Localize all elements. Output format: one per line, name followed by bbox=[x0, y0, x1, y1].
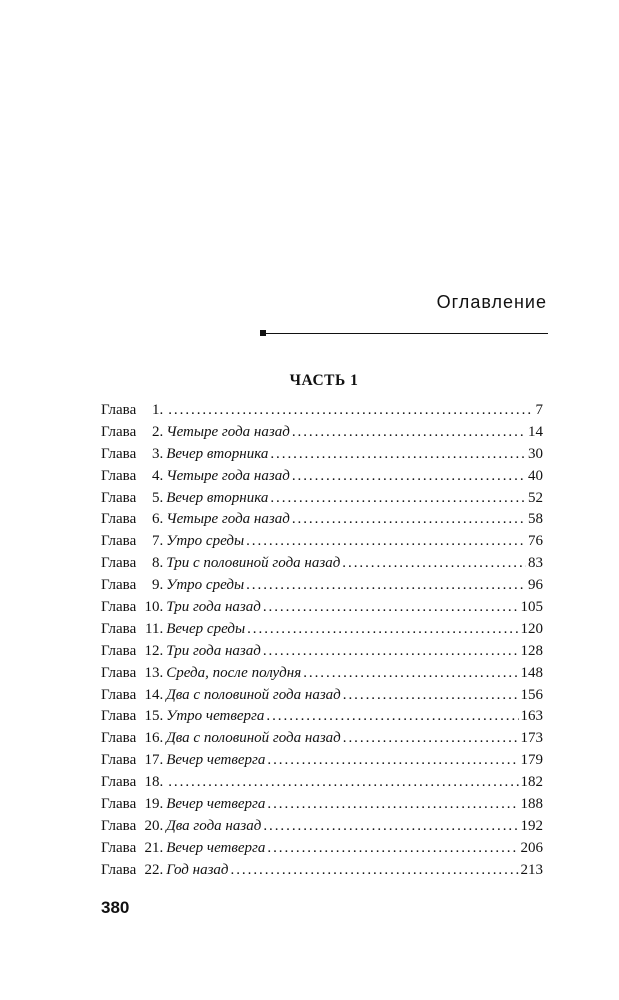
chapter-number: 14. bbox=[144, 686, 164, 703]
chapter-page-number: 188 bbox=[520, 796, 543, 813]
chapter-page-number: 120 bbox=[520, 620, 543, 637]
chapter-title: Вечер среды bbox=[166, 620, 246, 637]
chapter-number: 18. bbox=[144, 774, 164, 791]
toc-entry[interactable] bbox=[101, 816, 543, 838]
chapter-word: Глава bbox=[101, 445, 137, 462]
chapter-title: Утро среды bbox=[166, 577, 245, 594]
page-number: 380 bbox=[101, 898, 130, 917]
toc-entry[interactable] bbox=[101, 750, 543, 772]
chapter-number: 10. bbox=[144, 599, 164, 616]
dot-leader bbox=[263, 641, 519, 663]
chapter-page-number: 7 bbox=[535, 402, 543, 418]
toc-entry[interactable] bbox=[101, 728, 543, 750]
dot-leader bbox=[303, 663, 518, 685]
chapter-page-number: 182 bbox=[520, 774, 543, 791]
chapter-title: Вечер четверга bbox=[166, 839, 266, 856]
chapter-word: Глава bbox=[101, 817, 137, 834]
toc-entry[interactable] bbox=[101, 685, 543, 707]
chapter-title: Вечер четверга bbox=[166, 752, 266, 769]
toc-entry[interactable] bbox=[101, 575, 543, 597]
chapter-word: Глава bbox=[101, 467, 137, 484]
dot-leader bbox=[342, 553, 526, 575]
chapter-title: Четыре года назад bbox=[166, 511, 290, 528]
dot-leader bbox=[247, 619, 518, 641]
chapter-page-number: 96 bbox=[528, 577, 543, 594]
chapter-page-number: 40 bbox=[528, 467, 543, 484]
toc-entry[interactable] bbox=[101, 466, 543, 488]
toc-entry[interactable] bbox=[101, 400, 543, 422]
chapter-title: Три года назад bbox=[166, 599, 261, 616]
toc-entry[interactable] bbox=[101, 444, 543, 466]
chapter-page-number: 156 bbox=[520, 686, 543, 703]
chapter-number: 8. bbox=[151, 555, 164, 572]
chapter-word: Глава bbox=[101, 423, 137, 440]
chapter-word: Глава bbox=[101, 511, 137, 528]
toc-entry[interactable] bbox=[101, 553, 543, 575]
dot-leader bbox=[267, 794, 518, 816]
chapter-word: Глава bbox=[101, 599, 137, 616]
chapter-word: Глава bbox=[101, 620, 137, 637]
part-title: ЧАСТЬ 1 bbox=[289, 372, 359, 389]
chapter-title: Два года назад bbox=[166, 817, 262, 834]
chapter-word: Глава bbox=[101, 752, 137, 769]
chapter-word: Глава bbox=[101, 730, 137, 747]
toc-entry[interactable] bbox=[101, 488, 543, 510]
chapter-word: Глава bbox=[101, 774, 137, 791]
chapter-word: Глава bbox=[101, 402, 137, 418]
chapter-word: Глава bbox=[101, 555, 137, 572]
chapter-page-number: 128 bbox=[520, 642, 543, 659]
toc-entry[interactable] bbox=[101, 509, 543, 531]
chapter-number: 11. bbox=[145, 620, 164, 637]
chapter-word: Глава bbox=[101, 642, 137, 659]
dot-leader bbox=[246, 531, 526, 553]
chapter-number: 13. bbox=[144, 664, 164, 681]
chapter-word: Глава bbox=[101, 577, 137, 594]
chapter-number: 16. bbox=[144, 730, 164, 747]
chapter-number: 4. bbox=[151, 467, 164, 484]
title-rule bbox=[266, 333, 548, 334]
toc-entry[interactable] bbox=[101, 838, 543, 860]
chapter-page-number: 58 bbox=[528, 511, 543, 528]
dot-leader bbox=[168, 400, 533, 422]
dot-leader bbox=[292, 466, 526, 488]
dot-leader bbox=[263, 597, 519, 619]
chapter-word: Глава bbox=[101, 489, 137, 506]
dot-leader bbox=[343, 728, 519, 750]
chapter-title: Три с половиной года назад bbox=[166, 555, 341, 572]
chapter-number: 5. bbox=[151, 489, 164, 506]
toc-entry[interactable] bbox=[101, 794, 543, 816]
toc-entry[interactable] bbox=[101, 706, 543, 728]
chapter-number: 6. bbox=[151, 511, 164, 528]
dot-leader bbox=[231, 860, 519, 882]
chapter-page-number: 163 bbox=[520, 708, 543, 725]
toc-entry[interactable] bbox=[101, 641, 543, 663]
chapter-number: 19. bbox=[144, 796, 164, 813]
chapter-page-number: 173 bbox=[520, 730, 543, 747]
chapter-page-number: 148 bbox=[520, 664, 543, 681]
chapter-word: Глава bbox=[101, 686, 137, 703]
toc-entry[interactable] bbox=[101, 597, 543, 619]
dot-leader bbox=[263, 816, 518, 838]
chapter-title: Вечер вторника bbox=[166, 445, 269, 462]
chapter-title: Четыре года назад bbox=[166, 423, 290, 440]
section-title: Оглавление bbox=[436, 292, 547, 312]
dot-leader bbox=[267, 750, 518, 772]
chapter-number: 15. bbox=[144, 708, 164, 725]
chapter-page-number: 83 bbox=[528, 555, 543, 572]
toc-entry[interactable] bbox=[101, 531, 543, 553]
toc-entry[interactable] bbox=[101, 860, 543, 882]
chapter-word: Глава bbox=[101, 861, 137, 878]
chapter-title: Год назад bbox=[166, 861, 229, 878]
chapter-title: Четыре года назад bbox=[166, 467, 290, 484]
chapter-page-number: 14 bbox=[528, 423, 543, 440]
chapter-number: 2. bbox=[151, 423, 164, 440]
chapter-word: Глава bbox=[101, 533, 137, 550]
chapter-title: Два с половиной года назад bbox=[166, 686, 341, 703]
dot-leader bbox=[343, 685, 519, 707]
chapter-title: Утро среды bbox=[166, 533, 245, 550]
chapter-word: Глава bbox=[101, 839, 137, 856]
chapter-page-number: 76 bbox=[528, 533, 543, 550]
chapter-page-number: 192 bbox=[520, 817, 543, 834]
chapter-word: Глава bbox=[101, 796, 137, 813]
dot-leader bbox=[267, 838, 518, 860]
dot-leader bbox=[246, 575, 526, 597]
chapter-word: Глава bbox=[101, 708, 137, 725]
chapter-page-number: 213 bbox=[520, 861, 543, 878]
toc-entry[interactable] bbox=[101, 772, 543, 794]
chapter-number: 20. bbox=[144, 817, 164, 834]
dot-leader bbox=[292, 509, 526, 531]
chapter-title: Два с половиной года назад bbox=[166, 730, 341, 747]
chapter-page-number: 30 bbox=[528, 445, 543, 462]
dot-leader bbox=[270, 444, 526, 466]
table-of-contents bbox=[101, 400, 543, 882]
dot-leader bbox=[168, 772, 518, 794]
toc-entry[interactable] bbox=[101, 663, 543, 685]
dot-leader bbox=[266, 706, 518, 728]
toc-entry[interactable] bbox=[101, 422, 543, 444]
chapter-title: Утро четверга bbox=[166, 708, 265, 725]
toc-entry[interactable] bbox=[101, 619, 543, 641]
chapter-page-number: 206 bbox=[520, 839, 543, 856]
chapter-title: Среда, после полудня bbox=[166, 664, 302, 681]
chapter-word: Глава bbox=[101, 664, 137, 681]
chapter-number: 7. bbox=[151, 533, 164, 550]
chapter-number: 21. bbox=[144, 839, 164, 856]
chapter-title: Вечер вторника bbox=[166, 489, 269, 506]
chapter-page-number: 179 bbox=[520, 752, 543, 769]
chapter-page-number: 52 bbox=[528, 489, 543, 506]
chapter-number: 9. bbox=[151, 577, 164, 594]
chapter-number: 17. bbox=[144, 752, 164, 769]
dot-leader bbox=[270, 488, 526, 510]
chapter-title: Вечер четверга bbox=[166, 796, 266, 813]
chapter-title: Три года назад bbox=[166, 642, 261, 659]
dot-leader bbox=[292, 422, 526, 444]
chapter-number: 3. bbox=[151, 445, 164, 462]
chapter-number: 12. bbox=[144, 642, 164, 659]
chapter-number: 1. bbox=[151, 402, 164, 418]
chapter-page-number: 105 bbox=[520, 599, 543, 616]
chapter-number: 22. bbox=[144, 861, 164, 878]
